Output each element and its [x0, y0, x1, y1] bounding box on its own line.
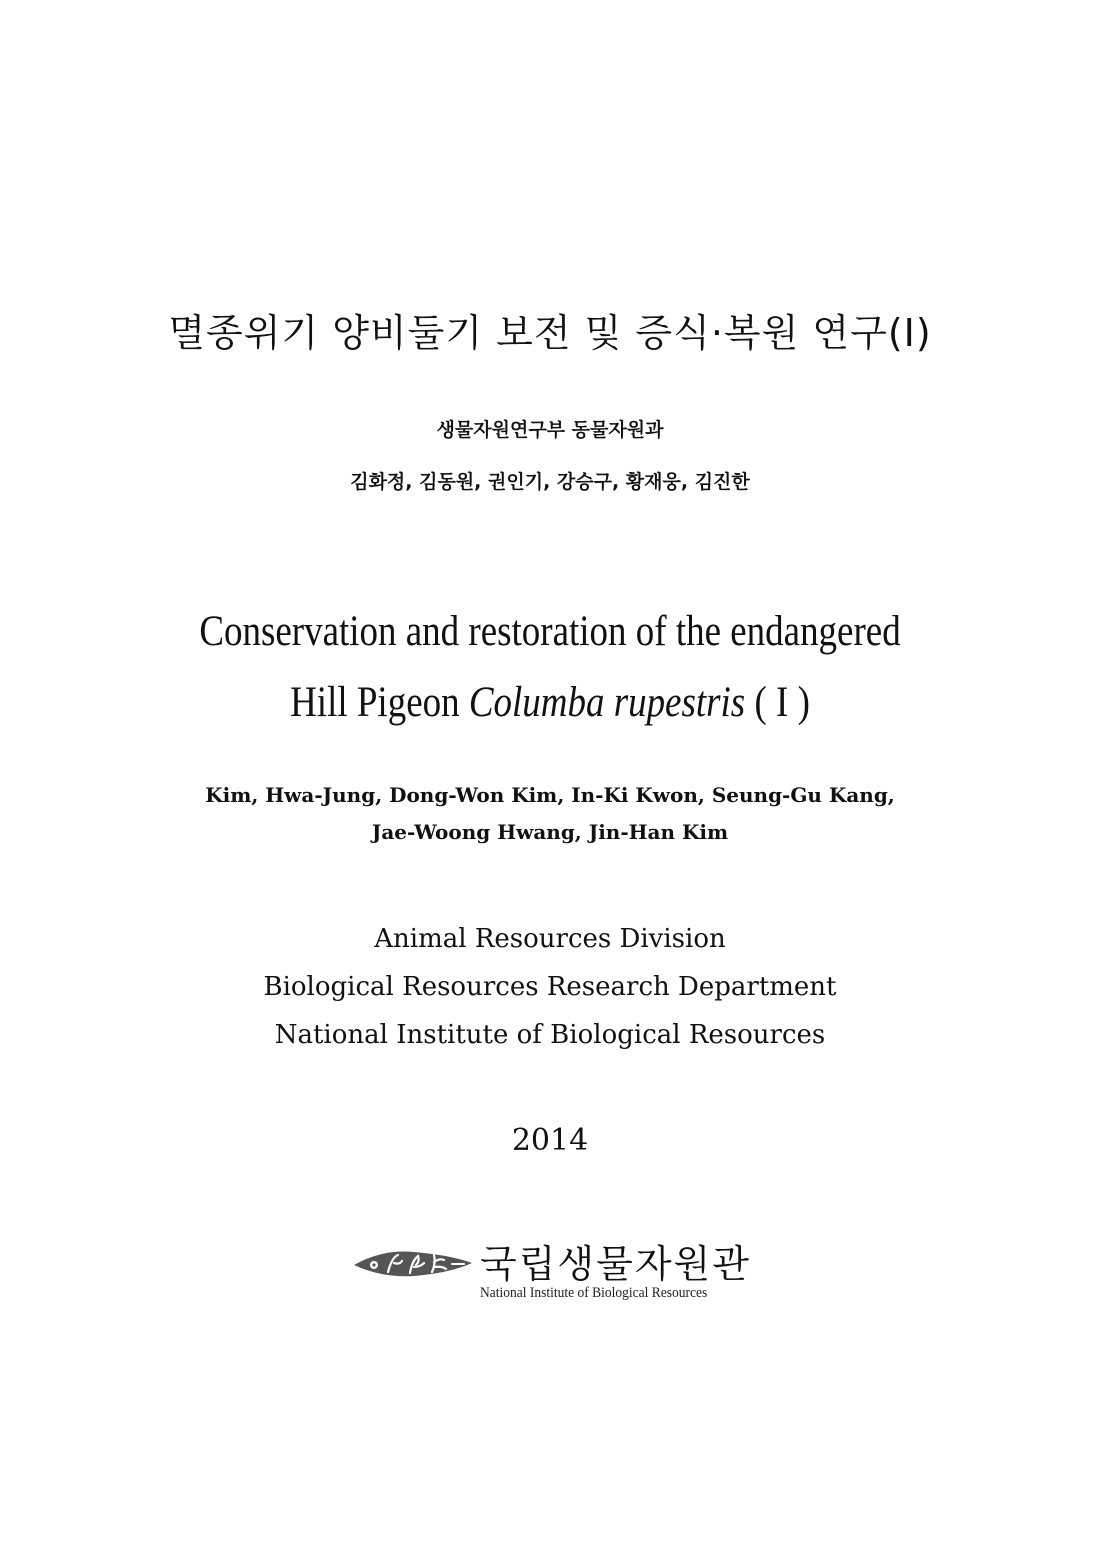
- english-authors-line2: Jae-Woong Hwang, Jin-Han Kim: [371, 820, 729, 844]
- korean-title: 멸종위기 양비둘기 보전 및 증식·복원 연구(Ⅰ): [168, 311, 932, 355]
- korean-authors: 김화정, 김동원, 권인기, 강승구, 황재웅, 김진한: [350, 471, 750, 493]
- logo-english-name: National Institute of Biological Resources: [480, 1285, 708, 1301]
- korean-department: 생물자원연구부 동물자원과: [436, 419, 664, 441]
- english-title-prefix: Hill Pigeon: [290, 679, 469, 726]
- nibr-logo: [352, 1233, 752, 1303]
- english-title-line1: Conservation and restoration of the endangered: [199, 608, 901, 655]
- publication-year: 2014: [511, 1123, 589, 1158]
- department-name: Biological Resources Research Department: [263, 972, 837, 1002]
- english-title-suffix: ( I ): [745, 679, 810, 726]
- logo-korean-name: 국립생물자원관: [480, 1242, 751, 1286]
- english-authors-line1: Kim, Hwa-Jung, Dong-Won Kim, In-Ki Kwon, Seung-Gu Kang,: [205, 783, 895, 807]
- institute-name: National Institute of Biological Resources: [274, 1020, 826, 1050]
- division-name: Animal Resources Division: [374, 924, 726, 954]
- species-name: Columba rupestris: [468, 679, 746, 726]
- english-title-line2: [77, 678, 1023, 727]
- nibr-emblem-icon: [352, 1247, 474, 1279]
